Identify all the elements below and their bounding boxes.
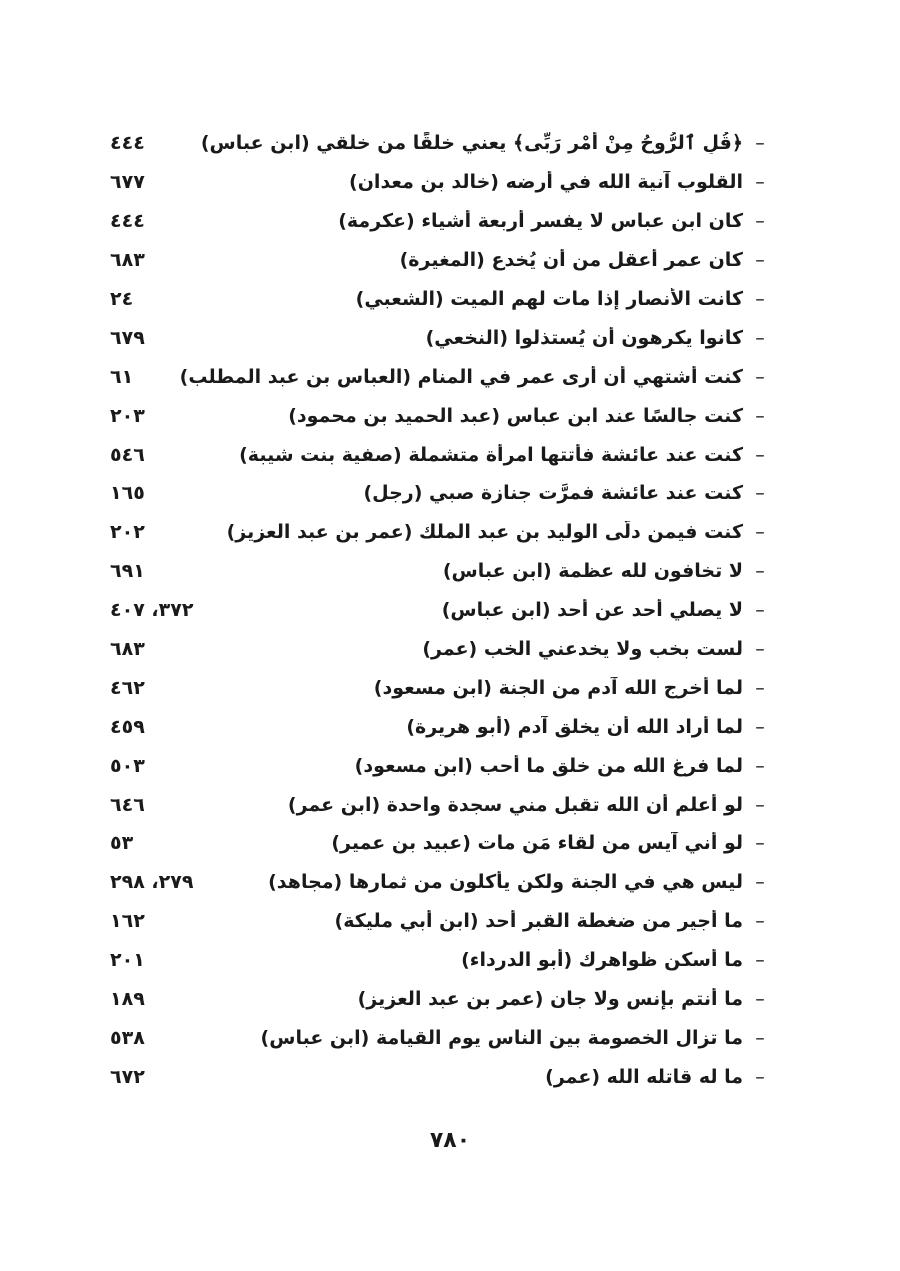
entry-dash: – xyxy=(755,249,765,272)
entry-text: لما أراد الله أن يخلق آدم (أبو هريرة) xyxy=(406,715,743,738)
index-entry xyxy=(110,941,775,980)
entry-page-refs: ٣٧٢، ٤٠٧ xyxy=(110,599,194,622)
entry-dash: – xyxy=(755,871,765,894)
entry-page-refs: ٦٧٢ xyxy=(110,1065,145,1088)
index-entry xyxy=(110,668,775,707)
entry-dash: – xyxy=(755,210,765,233)
entry-page-refs: ٦٧٧ xyxy=(110,171,145,194)
index-entry xyxy=(110,902,775,941)
entry-page-refs: ٥٣٨ xyxy=(110,1026,145,1049)
index-entry xyxy=(110,435,775,474)
index-entry xyxy=(110,1018,775,1057)
entry-page-refs: ٦١ xyxy=(110,365,134,388)
index-entry xyxy=(110,824,775,863)
entry-dash: – xyxy=(755,482,765,505)
index-entry xyxy=(110,513,775,552)
entry-text: ما له قاتله الله (عمر) xyxy=(545,1065,743,1088)
index-entry xyxy=(110,1057,775,1096)
entry-text: لو أعلم أن الله تقبل مني سجدة واحدة (ابن عمر) xyxy=(287,793,743,816)
entry-text: ما أنتم بإنس ولا جان (عمر بن عبد العزيز) xyxy=(357,988,743,1011)
entry-dash: – xyxy=(755,793,765,816)
entry-page-refs: ٦٨٣ xyxy=(110,638,145,661)
entry-page-refs: ٦٩١ xyxy=(110,560,145,583)
index-entry xyxy=(110,591,775,630)
entry-dash: – xyxy=(755,754,765,777)
entry-text: ما أسكن ظواهرك (أبو الدرداء) xyxy=(461,949,743,972)
entry-page-refs: ٢٠٣ xyxy=(110,404,145,427)
entry-page-refs: ١٦٢ xyxy=(110,910,145,933)
index-entry xyxy=(110,357,775,396)
entry-text: لما أخرج الله آدم من الجنة (ابن مسعود) xyxy=(373,676,743,699)
index-entry xyxy=(110,318,775,357)
entry-dash: – xyxy=(755,1026,765,1049)
entry-dash: – xyxy=(755,949,765,972)
entry-page-refs: ٢٤ xyxy=(110,288,134,310)
index-entry xyxy=(110,202,775,241)
entry-text: كنت أشتهي أن أرى عمر في المنام (العباس بن عبد المطلب) xyxy=(179,365,743,388)
entry-page-refs: ٤٤٤ xyxy=(110,210,145,233)
entry-page-refs: ١٨٩ xyxy=(110,988,145,1011)
index-entry xyxy=(110,552,775,591)
index-entry xyxy=(110,280,775,319)
index-entry xyxy=(110,474,775,513)
entry-dash: – xyxy=(755,988,765,1011)
entry-dash: – xyxy=(755,326,765,349)
entry-dash: – xyxy=(755,132,765,155)
entry-text: كنت عند عائشة فأتتها امرأة متشملة (صفية بنت شيبة) xyxy=(239,443,743,466)
entry-page-refs: ٥٠٣ xyxy=(110,754,145,777)
entry-text: كان ابن عباس لا يفسر أربعة أشياء (عكرمة) xyxy=(338,210,743,233)
entry-page-refs: ١٦٥ xyxy=(110,482,145,505)
entry-page-refs: ٢٠٢ xyxy=(110,521,145,544)
page-number: ٧٨٠ xyxy=(429,1128,471,1153)
entry-text: كنت عند عائشة فمرَّت جنازة صبي (رجل) xyxy=(363,482,743,505)
entry-dash: – xyxy=(755,1065,765,1088)
index-entry xyxy=(110,396,775,435)
entry-text: كانوا يكرهون أن يُستذلوا (النخعي) xyxy=(425,326,743,349)
entry-dash: – xyxy=(755,715,765,738)
entry-text: ما تزال الخصومة بين الناس يوم القيامة (ابن عباس) xyxy=(260,1026,743,1049)
entry-text: ليس هي في الجنة ولكن يأكلون من ثمارها (مجاهد) xyxy=(268,871,743,894)
entry-page-refs: ٢٠١ xyxy=(110,949,145,972)
entry-text: لو أني آيس من لقاء مَن مات (عبيد بن عمير) xyxy=(331,832,743,855)
entry-text: كنت جالسًا عند ابن عباس (عبد الحميد بن محمود) xyxy=(288,404,743,427)
index-entry xyxy=(110,707,775,746)
entry-dash: – xyxy=(755,404,765,427)
entry-dash: – xyxy=(755,832,765,855)
entry-text: القلوب آنية الله في أرضه (خالد بن معدان) xyxy=(349,171,743,194)
entry-dash: – xyxy=(755,638,765,661)
index-entry xyxy=(110,163,775,202)
entry-page-refs: ٢٧٩، ٢٩٨ xyxy=(110,871,194,894)
athar-index-list xyxy=(110,124,775,1096)
entry-text: ما أجير من ضغطة القبر أحد (ابن أبي مليكة) xyxy=(334,910,743,933)
index-entry xyxy=(110,980,775,1019)
entry-dash: – xyxy=(755,521,765,544)
index-entry xyxy=(110,124,775,163)
index-entry xyxy=(110,746,775,785)
entry-text: لما فرغ الله من خلق ما أحب (ابن مسعود) xyxy=(354,754,743,777)
entry-dash: – xyxy=(755,560,765,583)
entry-text: لست بخب ولا يخدعني الخب (عمر) xyxy=(422,638,743,661)
entry-dash: – xyxy=(755,676,765,699)
index-entry xyxy=(110,630,775,669)
index-entry xyxy=(110,785,775,824)
entry-page-refs: ٦٨٣ xyxy=(110,249,145,272)
index-entry xyxy=(110,241,775,280)
entry-dash: – xyxy=(755,599,765,622)
entry-dash: – xyxy=(755,288,765,310)
entry-dash: – xyxy=(755,443,765,466)
entry-dash: – xyxy=(755,910,765,933)
entry-page-refs: ٤٤٤ xyxy=(110,132,145,155)
entry-page-refs: ٥٤٦ xyxy=(110,443,145,466)
entry-page-refs: ٤٥٩ xyxy=(110,715,145,738)
entry-page-refs: ٥٣ xyxy=(110,832,134,855)
entry-dash: – xyxy=(755,365,765,388)
entry-page-refs: ٤٦٢ xyxy=(110,676,145,699)
entry-dash: – xyxy=(755,171,765,194)
entry-text: كنت فيمن دلَّى الوليد بن عبد الملك (عمر بن عبد العزيز) xyxy=(226,521,743,544)
entry-text: كان عمر أعقل من أن يُخدع (المغيرة) xyxy=(399,249,743,272)
entry-text: لا تخافون لله عظمة (ابن عباس) xyxy=(442,560,743,583)
entry-text: لا يصلي أحد عن أحد (ابن عباس) xyxy=(441,599,743,622)
index-entry xyxy=(110,863,775,902)
entry-text: ﴿قُلِ ٱلرُّوحُ مِنْ أَمْرِ رَبِّى﴾ يعني خلقًا من خلقي (ابن عباس) xyxy=(200,132,743,155)
entry-text: كانت الأنصار إذا مات لهم الميت (الشعبي) xyxy=(355,288,743,310)
entry-page-refs: ٦٧٩ xyxy=(110,326,145,349)
entry-page-refs: ٦٤٦ xyxy=(110,793,145,816)
